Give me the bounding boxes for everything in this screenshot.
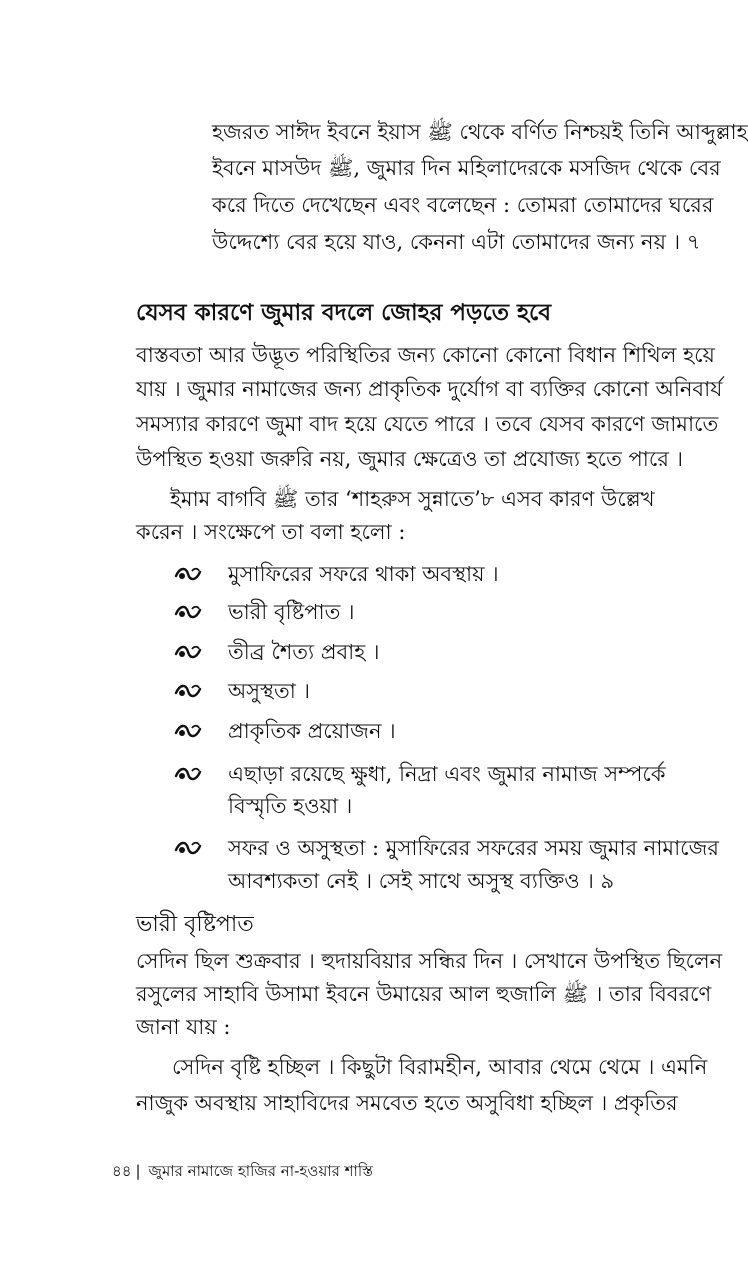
bullet-text: মুসাফিরের সফরে থাকা অবস্থায় । (228, 562, 499, 586)
paragraph-line: বাস্তবতা আর উদ্ভূত পরিস্থিতির জন্য কোনো কোনো বিধান শিথিল হয়ে (136, 343, 715, 367)
fleuron-icon (174, 720, 202, 742)
paragraph-line: ইমাম বাগবি ﷺ তার ‘শাহরুস সুন্নাতে’৮ এসব কারণ উল্লেখ (170, 487, 655, 511)
section-heading: যেসব কারণে জুমার বদলে জোহর পড়তে হবে (136, 299, 552, 326)
fleuron-icon (174, 641, 202, 663)
fleuron-icon (174, 563, 202, 585)
page-number: ৪৪ (112, 1162, 132, 1180)
paragraph-line: উপস্থিত হওয়া জরুরি নয়, জুমার ক্ষেত্রেও তা প্রযোজ্য হতে পারে । (136, 447, 684, 471)
bullet-text: অসুস্থতা । (228, 679, 310, 703)
paragraph-line: রসুলের সাহাবি উসামা ইবনে উমায়ের আল হুজালি ﷺ । তার বিবরণে (136, 982, 712, 1006)
fleuron-icon (174, 680, 202, 702)
bullet-text: বিস্মৃতি হওয়া । (228, 794, 353, 818)
paragraph-line: সেদিন ছিল শুক্রবার । হুদায়বিয়ার সন্ধির দিন । সেখানে উপস্থিত ছিলেন (136, 949, 723, 973)
fleuron-icon (174, 763, 202, 785)
paragraph-line: নাজুক অবস্থায় সাহাবিদের সমবেত হতে অসুবিধা হচ্ছিল । প্রকৃতির (136, 1091, 678, 1115)
fleuron-icon (174, 837, 202, 859)
bullet-text: তীব্র শৈত্য প্রবাহ । (228, 640, 380, 664)
bullet-text: এছাড়া রয়েছে ক্ষুধা, নিদ্রা এবং জুমার নামাজ সম্পর্কে (228, 762, 666, 786)
paragraph-line: সেদিন বৃষ্টি হচ্ছিল । কিছুটা বিরামহীন, আবার থেমে থেমে । এমনি (172, 1055, 708, 1079)
bullet-text: আবশ্যকতা নেই । সেই সাথে অসুস্থ ব্যক্তিও । ৯ (228, 869, 615, 893)
bullet-text: সফর ও অসুস্থতা : মুসাফিরের সফরের সময় জুমার নামাজের (228, 836, 719, 860)
quote-line: হজরত সাঈদ ইবনে ইয়াস ﷺ থেকে বর্ণিত নিশ্চয়ই তিনি আব্দুল্লাহ (212, 120, 748, 144)
paragraph-line: করেন । সংক্ষেপে তা বলা হলো : (136, 520, 406, 544)
footer-separator: | (135, 1162, 141, 1180)
quote-line: উদ্দেশ্যে বের হয়ে যাও, কেননা এটা তোমাদের জন্য নয় । ৭ (212, 230, 701, 254)
quote-line: ইবনে মাসউদ ﷺ, জুমার দিন মহিলাদেরকে মসজিদ থেকে বের (212, 156, 721, 180)
paragraph-line: যায় । জুমার নামাজের জন্য প্রাকৃতিক দুর্যোগ বা ব্যক্তির কোনো অনিবার্য (136, 377, 723, 401)
page-footer (112, 1160, 373, 1182)
paragraph-line: সমস্যার কারণে জুমা বাদ হয়ে যেতে পারে । তবে যেসব কারণে জামাতে (136, 412, 719, 436)
quote-line: করে দিতে দেখেছেন এবং বলেছেন : তোমরা তোমাদের ঘরের (212, 193, 714, 217)
paragraph-line: জানা যায় : (136, 1015, 231, 1039)
bullet-text: প্রাকৃতিক প্রয়োজন । (228, 719, 396, 743)
bullet-text: ভারী বৃষ্টিপাত । (228, 600, 355, 624)
fleuron-icon (174, 601, 202, 623)
running-title: জুমার নামাজে হাজির না-হওয়ার শাস্তি (148, 1162, 373, 1180)
subsection-heading: ভারী বৃষ্টিপাত (136, 912, 254, 937)
